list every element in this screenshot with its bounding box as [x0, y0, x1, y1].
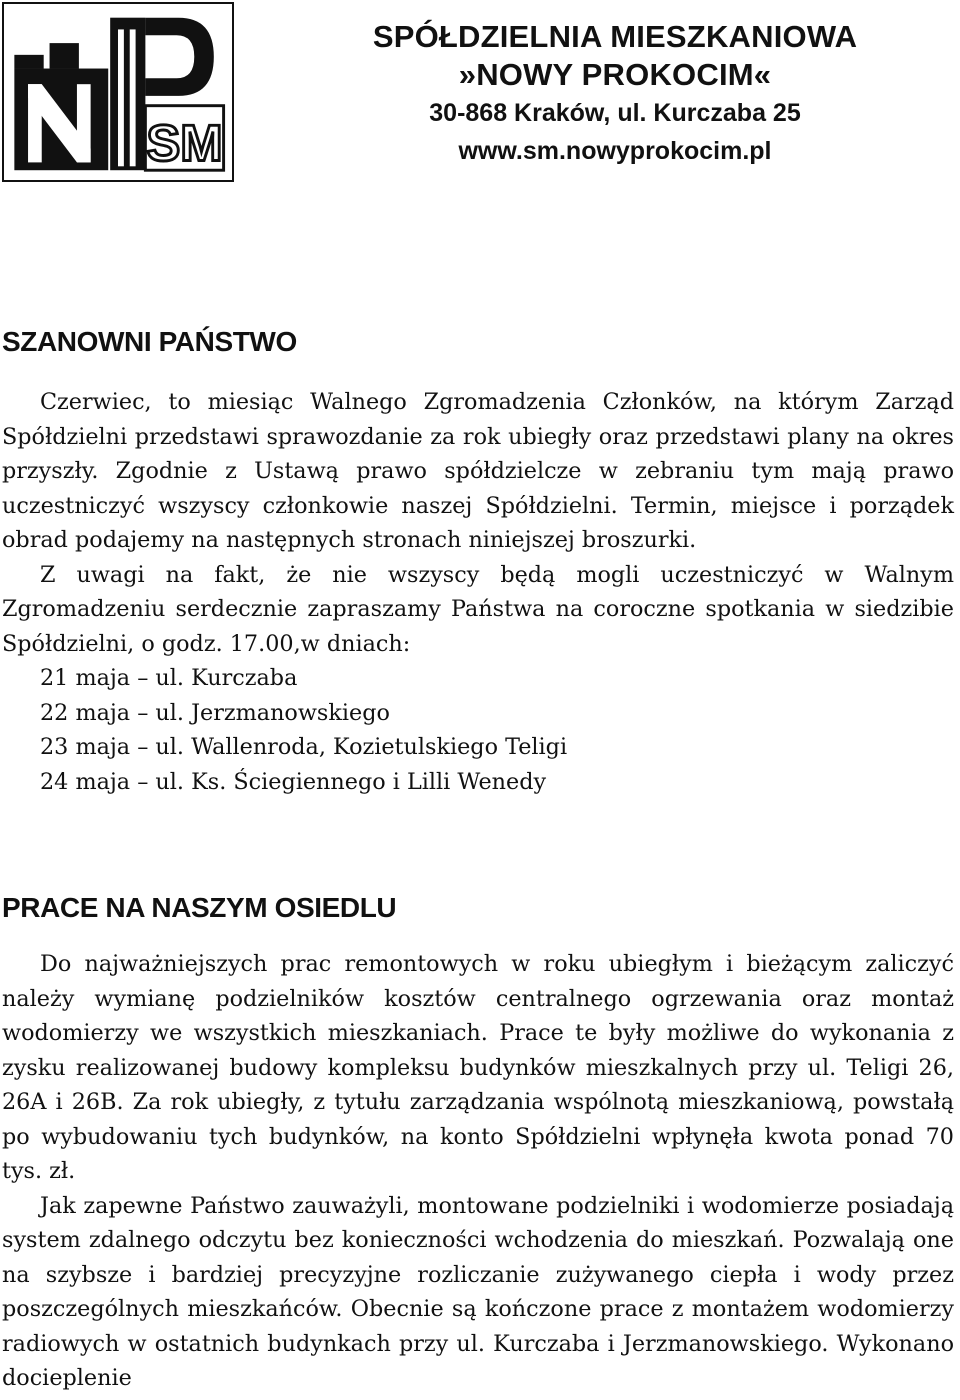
section2-paragraph-1: Do najważniejszych prac remontowych w roku ubiegłym i bieżącym zaliczyć należy wymianę podzielników kosztów centralnego ogrzewania oraz montaż wodomierzy we wszystkich mieszkaniach. Prace te były możliwe do wykonania z zysku realizowanej budowy kompleksu budynków mieszkalnych przy ul. Teligi 26, 26A i 26B. Za rok ubiegły, z tytułu zarządzania wspólnotą mieszkaniową, powstałą po wybudowaniu tych budynków, na konto Spółdzielni wpłynęła kwota ponad 70 tys. zł. [2, 951, 954, 1184]
section1-body [2, 385, 954, 799]
org-name-line2: »NOWY PROKOCIM« [458, 57, 772, 92]
organization-header [300, 18, 930, 170]
org-address: 30-868 Kraków, ul. Kurczaba 25 [429, 99, 801, 127]
section1-heading: SZANOWNI PAŃSTWO [2, 326, 297, 357]
section1-paragraph-2: Z uwagi na fakt, że nie wszyscy będą mogli uczestniczyć w Walnym Zgromadzeniu serdecznie zapraszamy Państwa na coroczne spotkania w siedzibie Spółdzielni, o godz. 17.00,w dniach: [2, 561, 954, 657]
org-website-link[interactable]: www.sm.nowyprokocim.pl [458, 137, 772, 165]
meeting-list-item: 22 maja – ul. Jerzmanowskiego [40, 699, 390, 726]
meeting-list-item: 23 maja – ul. Wallenroda, Kozietulskiego Teligi [40, 734, 568, 760]
section2-heading: PRACE NA NASZYM OSIEDLU [2, 892, 397, 923]
section2-body [2, 947, 954, 1396]
logo-sm-letters: SM [146, 114, 223, 172]
section2-paragraph-2: Jak zapewne Państwo zauważyli, montowane podzielniki i wodomierze posiadają system zdalnego odczytu bez konieczności wchodzenia do mieszkań. Pozwalają one na szybsze i bardziej precyzyjne rozliczanie zużywanego ciepła i wody przez poszczególnych mieszkańców. Obecnie są kończone prace z montażem wodomierzy radiowych w ostatnich budynkach przy ul. Kurczaba i Jerzmanowskiego. Wykonano docieplenie [2, 1192, 954, 1391]
meeting-list-item: 21 maja – ul. Kurczaba [40, 665, 298, 691]
meeting-list [2, 661, 954, 799]
logo-graphic [4, 4, 232, 180]
meeting-list-item: 24 maja – ul. Ks. Ściegiennego i Lilli Wenedy [40, 768, 547, 795]
org-name-line1: SPÓŁDZIELNIA MIESZKANIOWA [372, 19, 858, 54]
section1-paragraph-1: Czerwiec, to miesiąc Walnego Zgromadzenia Członków, na którym Zarząd Spółdzielni przedstawi sprawozdanie za rok ubiegły oraz przedstawi plany na okres przyszły. Zgodnie z Ustawą prawo spółdzielcze w zebraniu tym mają prawo uczestniczyć wszyscy członkowie naszej Spółdzielni. Termin, miejsce i porządek obrad podajemy na następnych stronach niniejszej broszurki. [2, 389, 954, 553]
cooperative-logo [2, 2, 234, 182]
